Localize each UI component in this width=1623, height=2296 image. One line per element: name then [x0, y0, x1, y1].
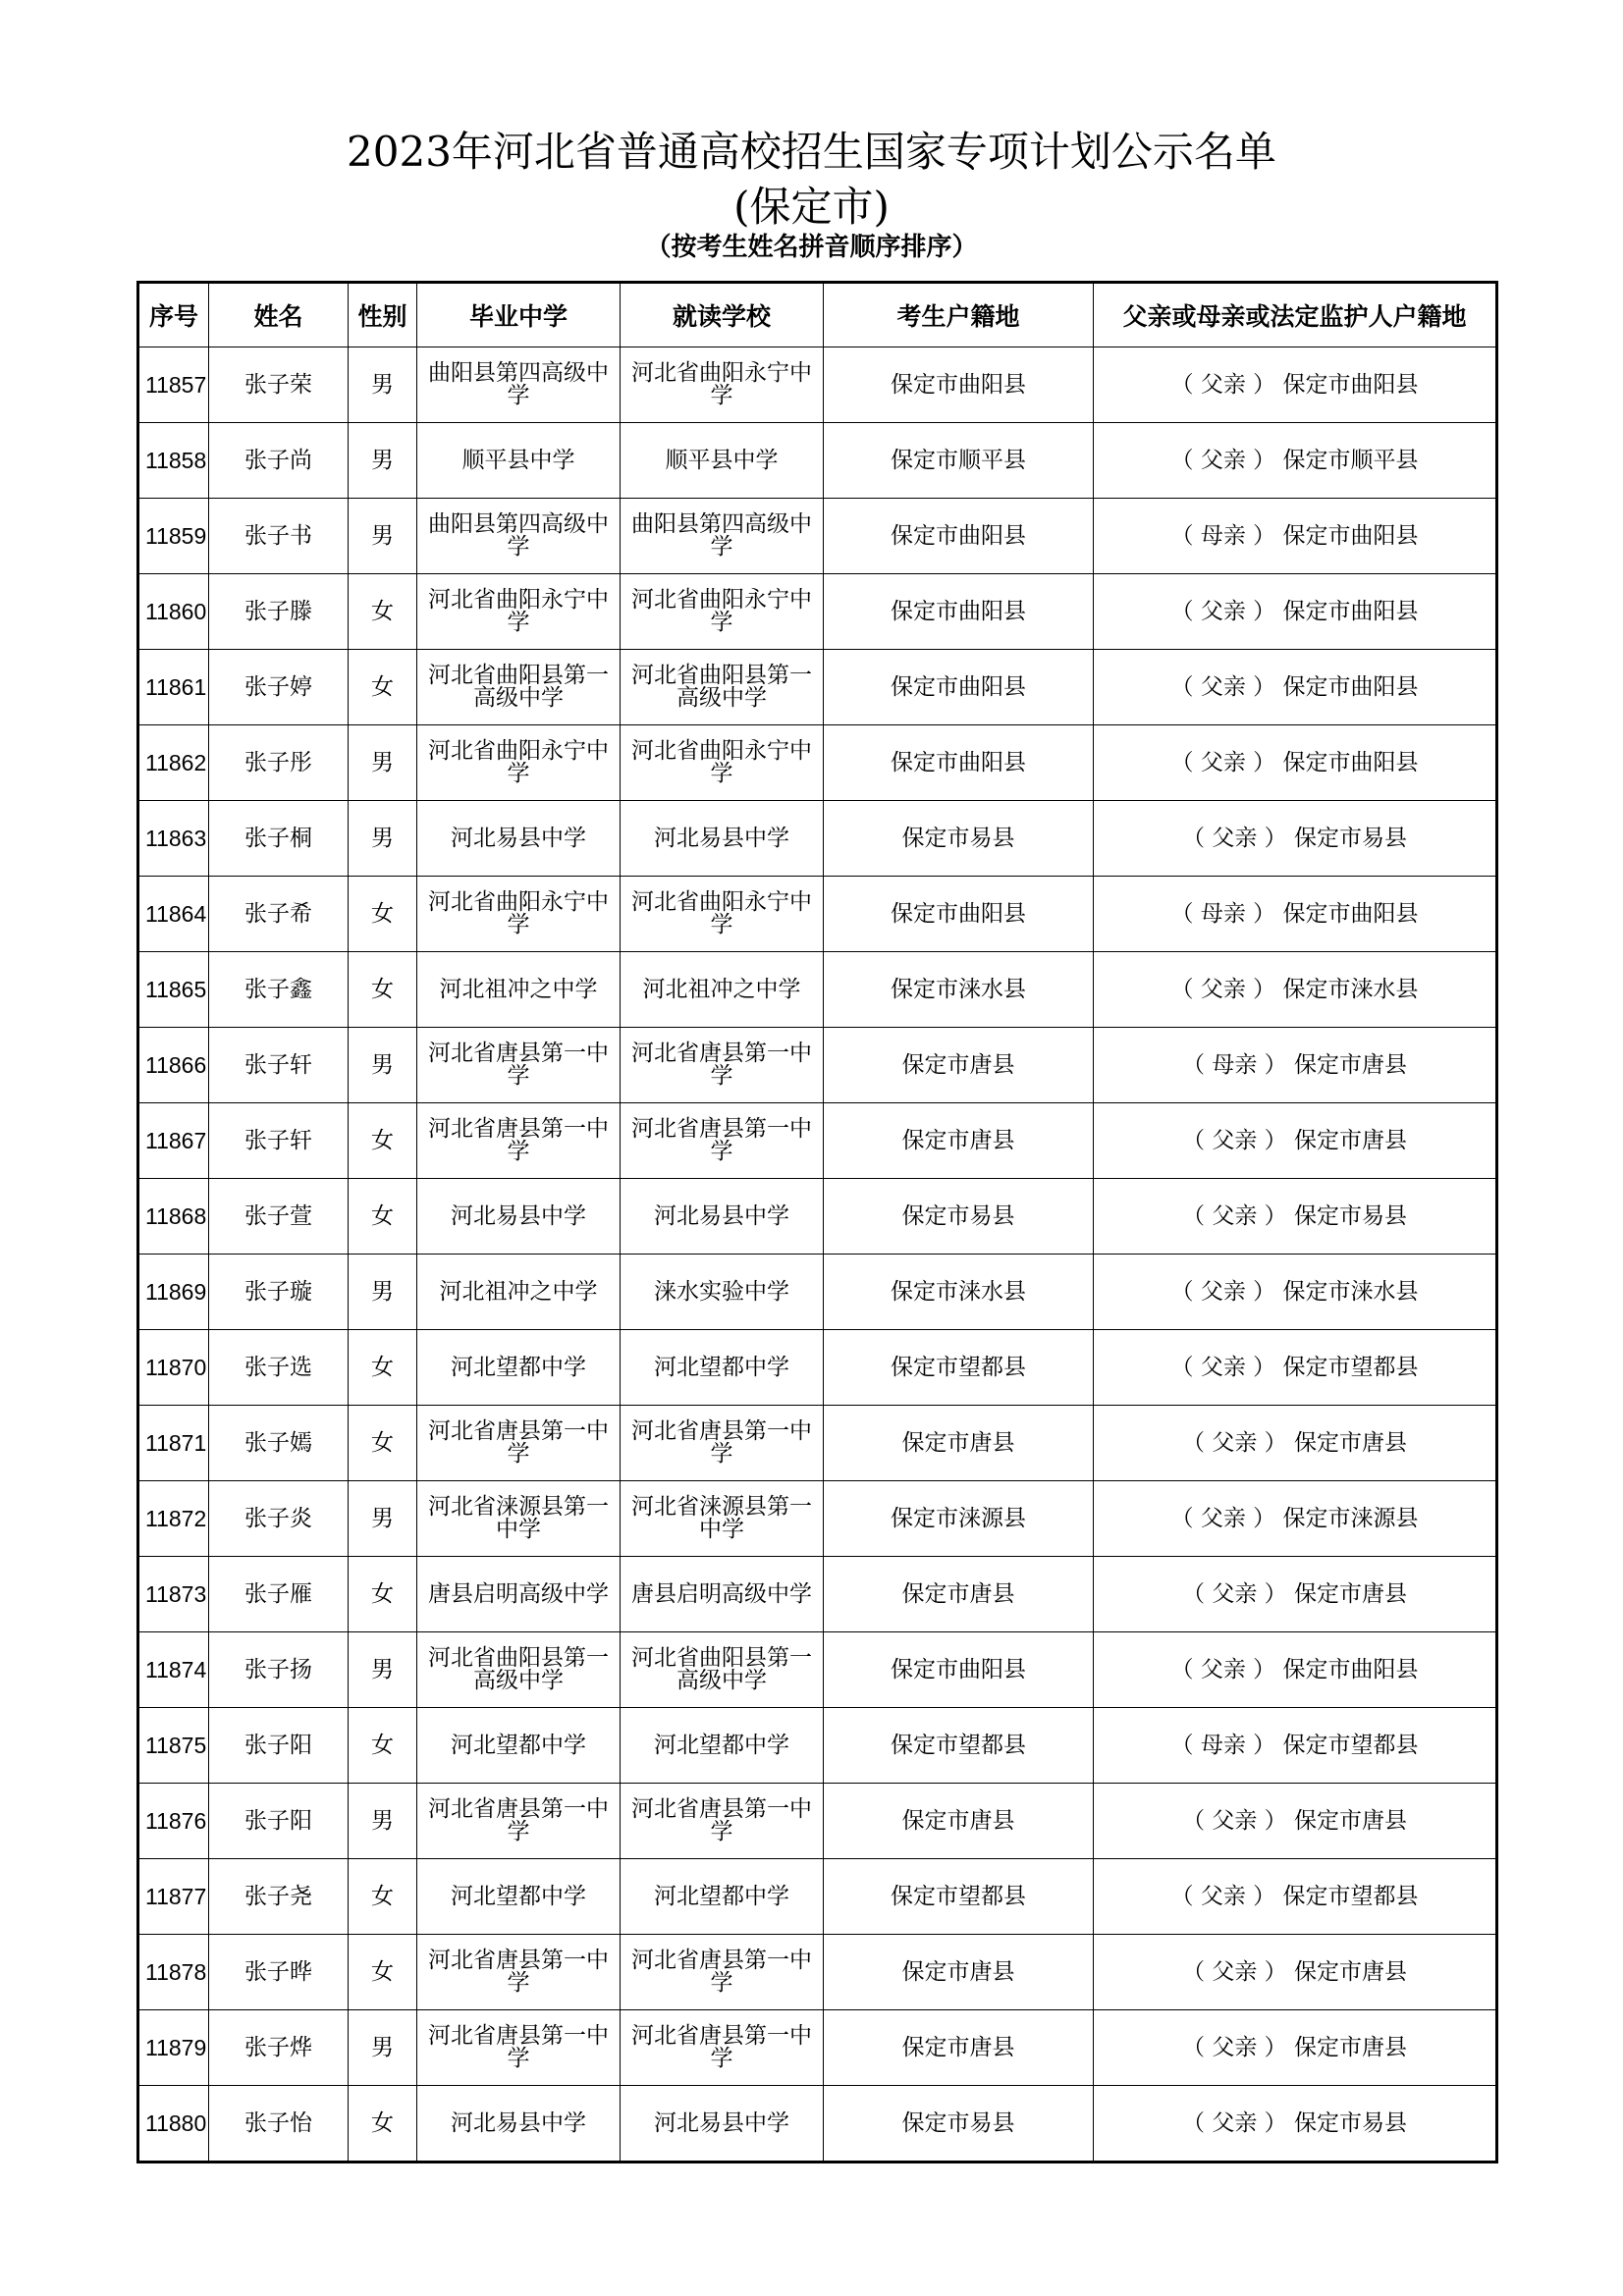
serial-cell: 11859	[138, 499, 209, 574]
guardian-hukou-cell: （ 父亲 ） 保定市唐县	[1094, 1557, 1497, 1632]
serial-cell: 11874	[138, 1632, 209, 1708]
table-row	[138, 1935, 1497, 2010]
name-cell: 张子阳	[209, 1708, 349, 1784]
name-cell: 张子萱	[209, 1179, 349, 1255]
guardian-hukou-cell: （ 母亲 ） 保定市望都县	[1094, 1708, 1497, 1784]
graduated-school-cell: 河北省唐县第一中学	[417, 2010, 621, 2086]
guardian-hukou-cell: （ 父亲 ） 保定市曲阳县	[1094, 650, 1497, 725]
current-school-cell: 曲阳县第四高级中学	[621, 499, 824, 574]
table-row	[138, 499, 1497, 574]
name-cell: 张子轩	[209, 1103, 349, 1179]
guardian-hukou-cell: （ 父亲 ） 保定市唐县	[1094, 2010, 1497, 2086]
serial-cell: 11879	[138, 2010, 209, 2086]
table-row	[138, 1255, 1497, 1330]
name-cell: 张子荣	[209, 347, 349, 423]
current-school-cell: 河北省曲阳县第一高级中学	[621, 650, 824, 725]
graduated-school-cell: 河北省曲阳县第一高级中学	[417, 1632, 621, 1708]
current-school-cell: 河北祖冲之中学	[621, 952, 824, 1028]
serial-cell: 11858	[138, 423, 209, 499]
current-school-cell: 河北易县中学	[621, 801, 824, 877]
graduated-school-cell: 河北省涞源县第一中学	[417, 1481, 621, 1557]
gender-cell: 女	[349, 2086, 417, 2163]
table-row	[138, 1708, 1497, 1784]
current-school-cell: 河北省曲阳永宁中学	[621, 877, 824, 952]
student-hukou-cell: 保定市唐县	[824, 1406, 1094, 1481]
student-hukou-cell: 保定市唐县	[824, 1784, 1094, 1859]
serial-cell: 11866	[138, 1028, 209, 1103]
guardian-hukou-cell: （ 父亲 ） 保定市曲阳县	[1094, 347, 1497, 423]
current-school-cell: 河北望都中学	[621, 1708, 824, 1784]
gender-cell: 女	[349, 1557, 417, 1632]
page-title: 2023年河北省普通高校招生国家专项计划公示名单	[347, 128, 1276, 176]
graduated-school-cell: 河北省曲阳永宁中学	[417, 725, 621, 801]
gender-cell: 男	[349, 499, 417, 574]
table-row	[138, 1632, 1497, 1708]
name-cell: 张子尧	[209, 1859, 349, 1935]
sort-note: （按考生姓名拼音顺序排序）	[645, 233, 978, 262]
name-cell: 张子嫣	[209, 1406, 349, 1481]
gender-cell: 女	[349, 1103, 417, 1179]
serial-cell: 11864	[138, 877, 209, 952]
student-hukou-cell: 保定市曲阳县	[824, 499, 1094, 574]
name-cell: 张子轩	[209, 1028, 349, 1103]
student-hukou-cell: 保定市曲阳县	[824, 650, 1094, 725]
gender-cell: 男	[349, 1255, 417, 1330]
name-cell: 张子书	[209, 499, 349, 574]
table-row	[138, 650, 1497, 725]
current-school-cell: 河北望都中学	[621, 1859, 824, 1935]
student-hukou-cell: 保定市望都县	[824, 1859, 1094, 1935]
student-hukou-cell: 保定市唐县	[824, 1103, 1094, 1179]
name-cell: 张子滕	[209, 574, 349, 650]
gender-cell: 男	[349, 1632, 417, 1708]
name-cell: 张子雁	[209, 1557, 349, 1632]
serial-cell: 11869	[138, 1255, 209, 1330]
name-cell: 张子鑫	[209, 952, 349, 1028]
gender-cell: 女	[349, 1330, 417, 1406]
gender-cell: 男	[349, 1784, 417, 1859]
serial-cell: 11871	[138, 1406, 209, 1481]
guardian-hukou-cell: （ 父亲 ） 保定市唐县	[1094, 1103, 1497, 1179]
student-hukou-cell: 保定市顺平县	[824, 423, 1094, 499]
name-cell: 张子彤	[209, 725, 349, 801]
graduated-school-cell: 河北望都中学	[417, 1330, 621, 1406]
table-row	[138, 1406, 1497, 1481]
serial-cell: 11867	[138, 1103, 209, 1179]
guardian-hukou-cell: （ 父亲 ） 保定市望都县	[1094, 1330, 1497, 1406]
graduated-school-cell: 河北望都中学	[417, 1708, 621, 1784]
name-cell: 张子阳	[209, 1784, 349, 1859]
serial-cell: 11876	[138, 1784, 209, 1859]
col-header-serial: 序号	[138, 283, 209, 347]
student-hukou-cell: 保定市涞水县	[824, 1255, 1094, 1330]
current-school-cell: 唐县启明高级中学	[621, 1557, 824, 1632]
graduated-school-cell: 河北省唐县第一中学	[417, 1103, 621, 1179]
current-school-cell: 河北易县中学	[621, 1179, 824, 1255]
table-row	[138, 1330, 1497, 1406]
table-row	[138, 801, 1497, 877]
guardian-hukou-cell: （ 父亲 ） 保定市曲阳县	[1094, 1632, 1497, 1708]
graduated-school-cell: 河北省唐县第一中学	[417, 1784, 621, 1859]
guardian-hukou-cell: （ 母亲 ） 保定市唐县	[1094, 1028, 1497, 1103]
student-hukou-cell: 保定市曲阳县	[824, 1632, 1094, 1708]
guardian-hukou-cell: （ 父亲 ） 保定市易县	[1094, 1179, 1497, 1255]
gender-cell: 女	[349, 1708, 417, 1784]
gender-cell: 女	[349, 1406, 417, 1481]
student-hukou-cell: 保定市唐县	[824, 1935, 1094, 2010]
graduated-school-cell: 河北祖冲之中学	[417, 1255, 621, 1330]
graduated-school-cell: 顺平县中学	[417, 423, 621, 499]
graduated-school-cell: 河北易县中学	[417, 801, 621, 877]
table-row	[138, 1179, 1497, 1255]
guardian-hukou-cell: （ 父亲 ） 保定市涞水县	[1094, 952, 1497, 1028]
graduated-school-cell: 唐县启明高级中学	[417, 1557, 621, 1632]
gender-cell: 男	[349, 347, 417, 423]
gender-cell: 男	[349, 725, 417, 801]
current-school-cell: 河北易县中学	[621, 2086, 824, 2163]
serial-cell: 11875	[138, 1708, 209, 1784]
gender-cell: 男	[349, 1481, 417, 1557]
graduated-school-cell: 河北省曲阳永宁中学	[417, 877, 621, 952]
table-row	[138, 1557, 1497, 1632]
name-cell: 张子希	[209, 877, 349, 952]
current-school-cell: 河北省曲阳永宁中学	[621, 725, 824, 801]
graduated-school-cell: 河北祖冲之中学	[417, 952, 621, 1028]
gender-cell: 女	[349, 877, 417, 952]
student-hukou-cell: 保定市易县	[824, 1179, 1094, 1255]
col-header-gender: 性别	[349, 283, 417, 347]
graduated-school-cell: 河北省唐县第一中学	[417, 1935, 621, 2010]
table-row	[138, 1481, 1497, 1557]
gender-cell: 女	[349, 650, 417, 725]
guardian-hukou-cell: （ 父亲 ） 保定市曲阳县	[1094, 725, 1497, 801]
serial-cell: 11861	[138, 650, 209, 725]
student-hukou-cell: 保定市涞水县	[824, 952, 1094, 1028]
current-school-cell: 河北省曲阳县第一高级中学	[621, 1632, 824, 1708]
current-school-cell: 河北望都中学	[621, 1330, 824, 1406]
page-subtitle: (保定市)	[733, 183, 890, 231]
col-header-current-school: 就读学校	[621, 283, 824, 347]
table-row	[138, 725, 1497, 801]
current-school-cell: 河北省涞源县第一中学	[621, 1481, 824, 1557]
table-row	[138, 877, 1497, 952]
guardian-hukou-cell: （ 父亲 ） 保定市顺平县	[1094, 423, 1497, 499]
col-header-student-hukou: 考生户籍地	[824, 283, 1094, 347]
gender-cell: 女	[349, 1935, 417, 2010]
col-header-guardian-hukou: 父亲或母亲或法定监护人户籍地	[1094, 283, 1497, 347]
serial-cell: 11863	[138, 801, 209, 877]
graduated-school-cell: 河北望都中学	[417, 1859, 621, 1935]
current-school-cell: 河北省唐县第一中学	[621, 1784, 824, 1859]
current-school-cell: 河北省唐县第一中学	[621, 1406, 824, 1481]
current-school-cell: 顺平县中学	[621, 423, 824, 499]
graduated-school-cell: 曲阳县第四高级中学	[417, 499, 621, 574]
serial-cell: 11860	[138, 574, 209, 650]
col-header-name: 姓名	[209, 283, 349, 347]
serial-cell: 11873	[138, 1557, 209, 1632]
name-cell: 张子晔	[209, 1935, 349, 2010]
guardian-hukou-cell: （ 父亲 ） 保定市易县	[1094, 801, 1497, 877]
graduated-school-cell: 河北省唐县第一中学	[417, 1406, 621, 1481]
name-cell: 张子烨	[209, 2010, 349, 2086]
student-hukou-cell: 保定市涞源县	[824, 1481, 1094, 1557]
guardian-hukou-cell: （ 父亲 ） 保定市涞源县	[1094, 1481, 1497, 1557]
graduated-school-cell: 河北易县中学	[417, 1179, 621, 1255]
current-school-cell: 河北省唐县第一中学	[621, 2010, 824, 2086]
table-row	[138, 1028, 1497, 1103]
table-header-row	[138, 283, 1497, 347]
student-hukou-cell: 保定市望都县	[824, 1708, 1094, 1784]
table-row	[138, 1859, 1497, 1935]
guardian-hukou-cell: （ 父亲 ） 保定市唐县	[1094, 1406, 1497, 1481]
name-cell: 张子璇	[209, 1255, 349, 1330]
student-hukou-cell: 保定市易县	[824, 2086, 1094, 2163]
current-school-cell: 河北省唐县第一中学	[621, 1103, 824, 1179]
table-row	[138, 1103, 1497, 1179]
table-row	[138, 423, 1497, 499]
serial-cell: 11862	[138, 725, 209, 801]
roster-table	[136, 281, 1498, 2163]
student-hukou-cell: 保定市唐县	[824, 1028, 1094, 1103]
guardian-hukou-cell: （ 母亲 ） 保定市曲阳县	[1094, 499, 1497, 574]
table-row	[138, 1784, 1497, 1859]
student-hukou-cell: 保定市唐县	[824, 1557, 1094, 1632]
student-hukou-cell: 保定市易县	[824, 801, 1094, 877]
current-school-cell: 涞水实验中学	[621, 1255, 824, 1330]
serial-cell: 11865	[138, 952, 209, 1028]
serial-cell: 11872	[138, 1481, 209, 1557]
name-cell: 张子炎	[209, 1481, 349, 1557]
table-row	[138, 574, 1497, 650]
name-cell: 张子选	[209, 1330, 349, 1406]
guardian-hukou-cell: （ 父亲 ） 保定市望都县	[1094, 1859, 1497, 1935]
guardian-hukou-cell: （ 父亲 ） 保定市唐县	[1094, 1784, 1497, 1859]
graduated-school-cell: 河北易县中学	[417, 2086, 621, 2163]
gender-cell: 女	[349, 574, 417, 650]
gender-cell: 男	[349, 2010, 417, 2086]
gender-cell: 女	[349, 1859, 417, 1935]
table-row	[138, 2010, 1497, 2086]
gender-cell: 女	[349, 1179, 417, 1255]
gender-cell: 男	[349, 1028, 417, 1103]
graduated-school-cell: 河北省曲阳永宁中学	[417, 574, 621, 650]
name-cell: 张子尚	[209, 423, 349, 499]
guardian-hukou-cell: （ 父亲 ） 保定市曲阳县	[1094, 574, 1497, 650]
serial-cell: 11877	[138, 1859, 209, 1935]
current-school-cell: 河北省唐县第一中学	[621, 1028, 824, 1103]
serial-cell: 11880	[138, 2086, 209, 2163]
current-school-cell: 河北省曲阳永宁中学	[621, 574, 824, 650]
graduated-school-cell: 曲阳县第四高级中学	[417, 347, 621, 423]
table-row	[138, 952, 1497, 1028]
student-hukou-cell: 保定市望都县	[824, 1330, 1094, 1406]
student-hukou-cell: 保定市曲阳县	[824, 877, 1094, 952]
graduated-school-cell: 河北省曲阳县第一高级中学	[417, 650, 621, 725]
guardian-hukou-cell: （ 母亲 ） 保定市曲阳县	[1094, 877, 1497, 952]
serial-cell: 11870	[138, 1330, 209, 1406]
table-row	[138, 2086, 1497, 2163]
col-header-graduated-school: 毕业中学	[417, 283, 621, 347]
gender-cell: 男	[349, 423, 417, 499]
guardian-hukou-cell: （ 父亲 ） 保定市涞水县	[1094, 1255, 1497, 1330]
serial-cell: 11868	[138, 1179, 209, 1255]
student-hukou-cell: 保定市唐县	[824, 2010, 1094, 2086]
serial-cell: 11857	[138, 347, 209, 423]
serial-cell: 11878	[138, 1935, 209, 2010]
current-school-cell: 河北省唐县第一中学	[621, 1935, 824, 2010]
guardian-hukou-cell: （ 父亲 ） 保定市唐县	[1094, 1935, 1497, 2010]
student-hukou-cell: 保定市曲阳县	[824, 725, 1094, 801]
gender-cell: 男	[349, 801, 417, 877]
name-cell: 张子桐	[209, 801, 349, 877]
student-hukou-cell: 保定市曲阳县	[824, 347, 1094, 423]
name-cell: 张子怡	[209, 2086, 349, 2163]
gender-cell: 女	[349, 952, 417, 1028]
table-row	[138, 347, 1497, 423]
student-hukou-cell: 保定市曲阳县	[824, 574, 1094, 650]
current-school-cell: 河北省曲阳永宁中学	[621, 347, 824, 423]
name-cell: 张子婷	[209, 650, 349, 725]
graduated-school-cell: 河北省唐县第一中学	[417, 1028, 621, 1103]
table-body	[138, 347, 1497, 2163]
name-cell: 张子扬	[209, 1632, 349, 1708]
guardian-hukou-cell: （ 父亲 ） 保定市易县	[1094, 2086, 1497, 2163]
